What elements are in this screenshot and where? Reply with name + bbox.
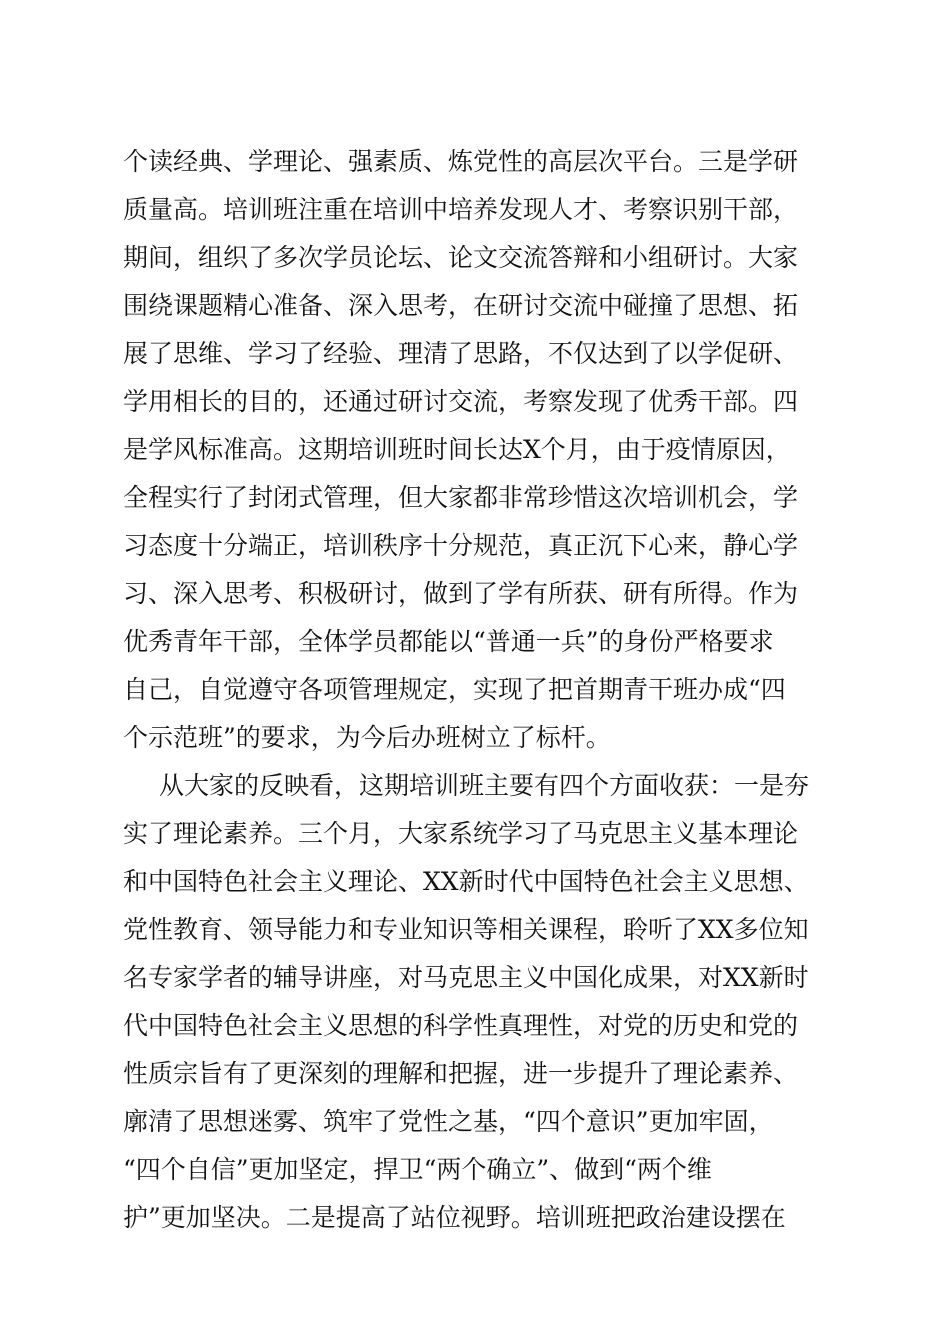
text-line: 自己，自觉遵守各项管理规定，实现了把首期青干班办成“四 bbox=[123, 675, 786, 704]
text-line: 实了理论素养。三个月，大家系统学习了马克思主义基本理论 bbox=[123, 819, 799, 848]
text-line: 期间，组织了多次学员论坛、论文交流答辩和小组研讨。大家 bbox=[123, 243, 799, 272]
text-line: 个读经典、学理论、强素质、炼党性的高层次平台。三是学研 bbox=[123, 147, 799, 176]
text-line: 学用相长的目的，还通过研讨交流，考察发现了优秀干部。四 bbox=[123, 387, 799, 416]
text-line: “四个自信”更加坚定，捍卫“两个确立”、做到“两个维 bbox=[123, 1155, 712, 1184]
text-line: 性质宗旨有了更深刻的理解和把握，进一步提升了理论素养、 bbox=[123, 1059, 799, 1088]
text-line: 习、深入思考、积极研讨，做到了学有所获、研有所得。作为 bbox=[123, 579, 799, 608]
text-line: 习态度十分端正，培训秩序十分规范，真正沉下心来，静心学 bbox=[123, 531, 799, 560]
text-line: 围绕课题精心准备、深入思考，在研讨交流中碰撞了思想、拓 bbox=[123, 291, 799, 320]
text-line: 从大家的反映看，这期培训班主要有四个方面收获：一是夯 bbox=[159, 771, 810, 800]
text-line: 名专家学者的辅导讲座，对马克思主义中国化成果，对XX新时 bbox=[123, 963, 809, 992]
text-line: 是学风标准高。这期培训班时间长达X个月，由于疫情原因， bbox=[123, 435, 791, 464]
text-line: 全程实行了封闭式管理，但大家都非常珍惜这次培训机会，学 bbox=[123, 483, 799, 512]
text-line: 党性教育、领导能力和专业知识等相关课程，聆听了XX多位知 bbox=[123, 915, 809, 944]
text-line: 质量高。培训班注重在培训中培养发现人才、考察识别干部， bbox=[123, 195, 799, 224]
text-line: 优秀青年干部，全体学员都能以“普通一兵”的身份严格要求 bbox=[123, 627, 774, 656]
text-line: 和中国特色社会主义理论、XX新时代中国特色社会主义思想、 bbox=[123, 867, 809, 896]
text-line: 个示范班”的要求，为今后办班树立了标杆。 bbox=[123, 723, 611, 752]
text-line: 代中国特色社会主义思想的科学性真理性，对党的历史和党的 bbox=[123, 1011, 799, 1040]
text-line: 展了思维、学习了经验、理清了思路，不仅达到了以学促研、 bbox=[123, 339, 799, 368]
text-line: 护”更加坚决。二是提高了站位视野。培训班把政治建设摆在 bbox=[123, 1203, 786, 1232]
text-line: 廓清了思想迷雾、筑牢了党性之基，“四个意识”更加牢固， bbox=[123, 1107, 774, 1136]
